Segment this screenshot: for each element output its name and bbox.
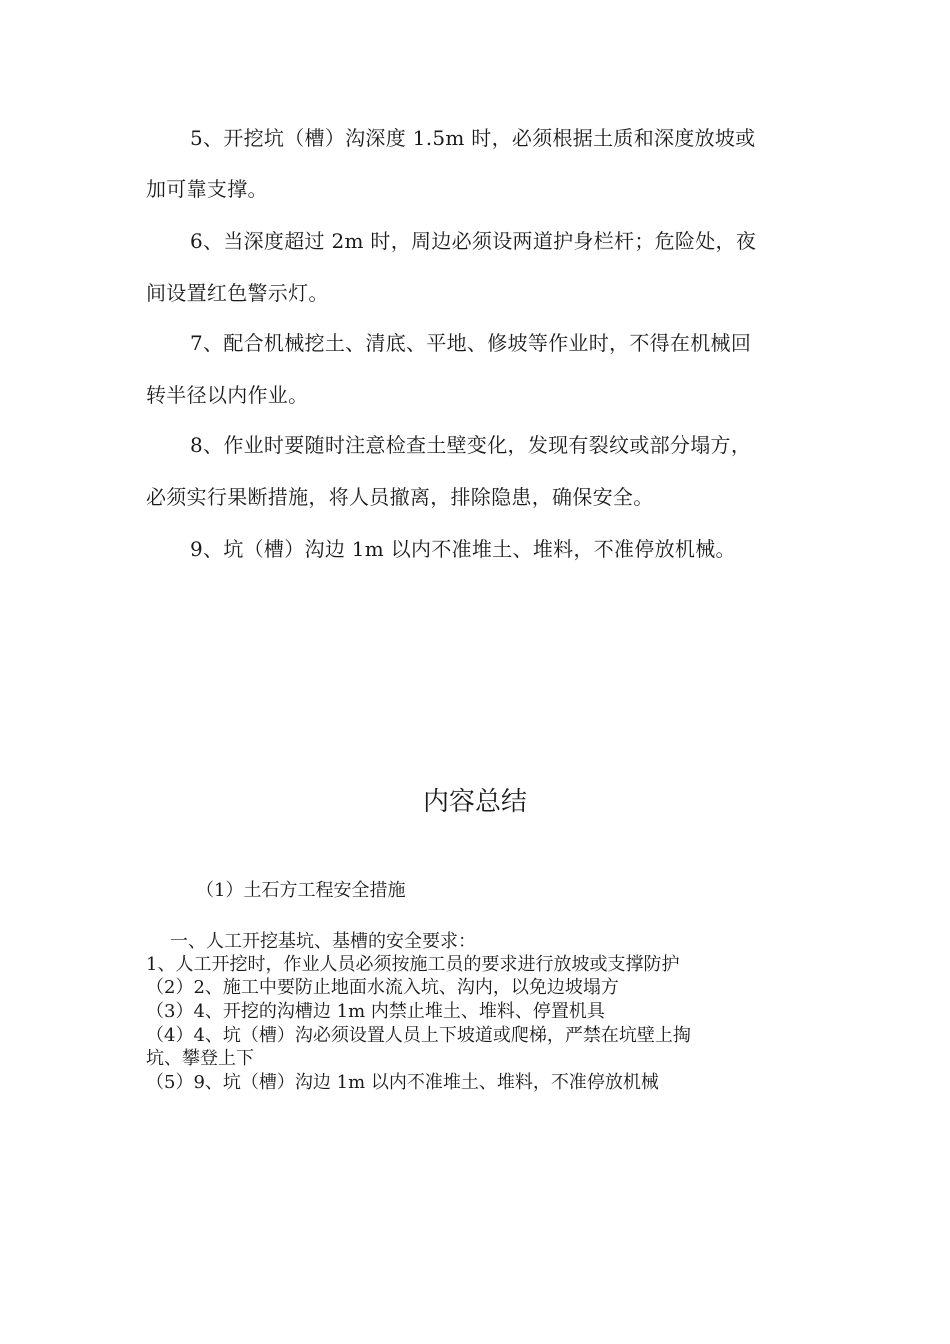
summary-line-3: （3）4、开挖的沟槽边 1m 内禁止堆土、堆料、停置机具 — [146, 1001, 605, 1022]
item7-line2: 转半径以内作业。 — [146, 383, 309, 407]
item5-line1: 5、开挖坑（槽）沟深度 1.5m 时，必须根据土质和深度放坡或 — [190, 126, 756, 150]
item8-line2: 必须实行果断措施，将人员撤离，排除隐患，确保安全。 — [146, 485, 654, 509]
item5-line2: 加可靠支撑。 — [146, 177, 268, 201]
summary-title: 内容总结 — [422, 787, 527, 817]
summary-line-1: 1、人工开挖时，作业人员必须按施工员的要求进行放坡或支撑防护 — [146, 954, 680, 975]
item7-line1: 7、配合机械挖土、清底、平地、修坡等作业时，不得在机械回 — [190, 331, 752, 355]
summary-line-5: （5）9、坑（槽）沟边 1m 以内不准堆土、堆料，不准停放机械 — [146, 1072, 659, 1093]
item6-line1: 6、当深度超过 2m 时，周边必须设两道护身栏杆；危险处，夜 — [190, 229, 757, 253]
summary-line-4b: 坑、攀登上下 — [146, 1048, 254, 1069]
summary-line-4a: （4）4、坑（槽）沟必须设置人员上下坡道或爬梯，严禁在坑壁上掏 — [146, 1025, 691, 1046]
item6-line2: 间设置红色警示灯。 — [146, 281, 329, 305]
summary-line-2: （2）2、施工中要防止地面水流入坑、沟内，以免边坡塌方 — [146, 977, 619, 998]
summary-heading: （1）土石方工程安全措施 — [196, 880, 406, 901]
item9-line: 9、坑（槽）沟边 1m 以内不准堆土、堆料，不准停放机械。 — [190, 537, 736, 561]
summary-subheading: 一、人工开挖基坑、基槽的安全要求： — [170, 931, 476, 952]
item8-line1: 8、作业时要随时注意检查土壁变化，发现有裂纹或部分塌方， — [190, 433, 752, 457]
